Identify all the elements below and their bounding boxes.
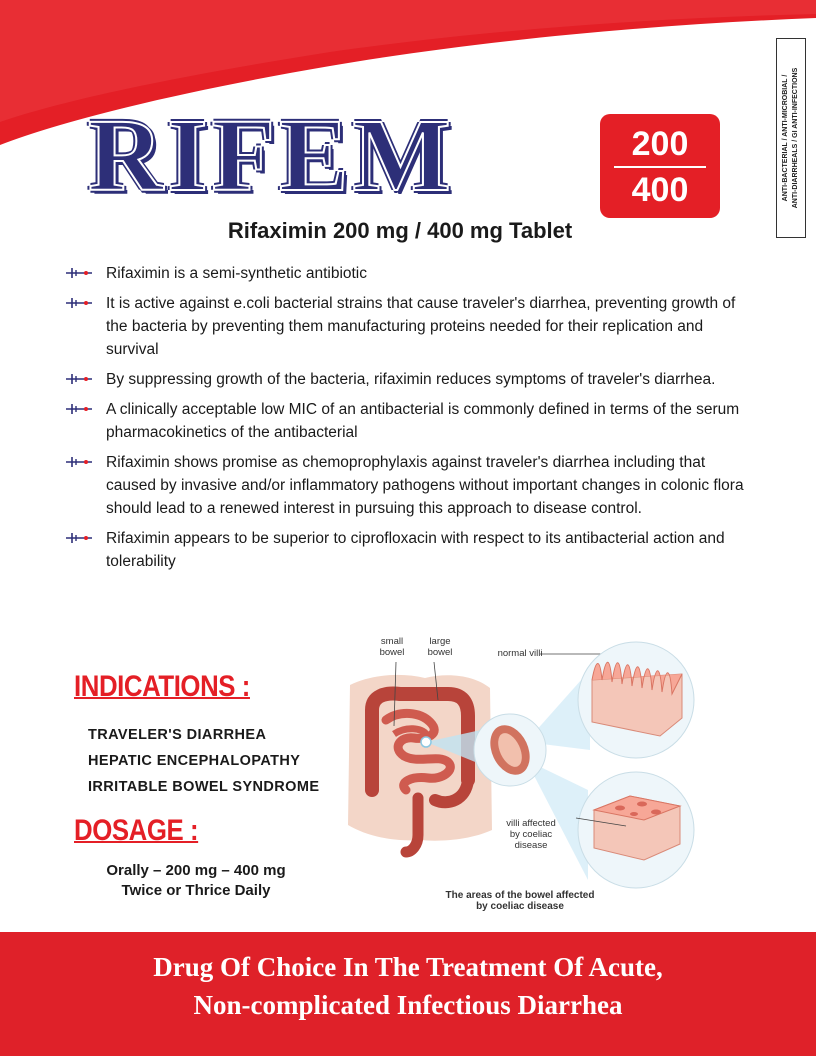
footer-line-1: Drug Of Choice In The Treatment Of Acute, <box>153 952 663 982</box>
bullet-text: A clinically acceptable low MIC of an antibacterial is commonly defined in terms of the serum pharmacokinetics of the antibacterial <box>106 401 740 441</box>
syringe-bullet-icon <box>64 296 94 310</box>
strength-200: 200 <box>631 125 689 163</box>
syringe-bullet-icon <box>64 402 94 416</box>
bullet-item <box>64 527 744 573</box>
label-villi-affected: villi affected by coeliac disease <box>506 818 556 851</box>
category-label <box>776 38 806 238</box>
indications-heading: INDICATIONS : <box>74 670 250 703</box>
bullet-text: By suppressing growth of the bacteria, rifaximin reduces symptoms of traveler's diarrhea. <box>106 371 716 388</box>
bullet-text: Rifaximin shows promise as chemoprophylaxis against traveler's diarrhea including that caused by invasive and/or inflammatory pathogens without important changes in colonic flora should lead to a renewed interest in pursuing this approach to disease control. <box>106 454 744 517</box>
bullet-item <box>64 292 744 361</box>
bowel-diagram <box>330 630 700 920</box>
label-large-bowel: large bowel <box>427 636 453 658</box>
syringe-bullet-icon <box>64 266 94 280</box>
bullet-text: Rifaximin is a semi-synthetic antibiotic <box>106 265 368 282</box>
strength-400: 400 <box>631 171 689 209</box>
syringe-bullet-icon <box>64 531 94 545</box>
syringe-bullet-icon <box>64 372 94 386</box>
category-line-2: ANTI-DIARRHEALS / GI ANTI-INFECTIONS <box>792 67 799 209</box>
strength-divider <box>614 166 706 168</box>
category-line-1: ANTI-BACTERIAL / ANTI-MICROBIAL / <box>782 74 789 202</box>
description-bullets <box>64 262 744 580</box>
dosage-line-2: Twice or Thrice Daily <box>121 882 271 899</box>
bullet-text: Rifaximin appears to be superior to ciprofloxacin with respect to its antibacterial action and tolerability <box>106 530 725 570</box>
bullet-item <box>64 262 744 285</box>
dosage-line-1: Orally – 200 mg – 400 mg <box>106 862 286 879</box>
bullet-item <box>64 398 744 444</box>
bullet-item <box>64 451 744 520</box>
brand-name: RIFEM <box>88 98 455 213</box>
bowel-illustration <box>330 630 700 920</box>
indications-list <box>88 722 319 800</box>
dosage-heading: DOSAGE : <box>74 814 199 847</box>
footer-banner <box>0 932 816 1056</box>
syringe-bullet-icon <box>64 455 94 469</box>
indication-item: HEPATIC ENCEPHALOPATHY <box>88 753 301 769</box>
bullet-item <box>64 368 744 391</box>
indication-item: TRAVELER'S DIARRHEA <box>88 727 267 743</box>
figure-caption: The areas of the bowel affected by coeliac disease <box>445 890 595 912</box>
product-subtitle: Rifaximin 200 mg / 400 mg Tablet <box>227 218 573 243</box>
bullet-text: It is active against e.coli bacterial strains that cause traveler's diarrhea, preventing growth of the bacteria by preventing them manufacturing proteins needed for their replication and survival <box>106 295 736 358</box>
footer-line-2: Non-complicated Infectious Diarrhea <box>193 990 623 1020</box>
strength-badge <box>600 114 720 218</box>
label-normal-villi: normal villi <box>497 648 543 659</box>
label-small-bowel: small bowel <box>379 636 405 658</box>
indication-item: IRRITABLE BOWEL SYNDROME <box>88 779 320 795</box>
